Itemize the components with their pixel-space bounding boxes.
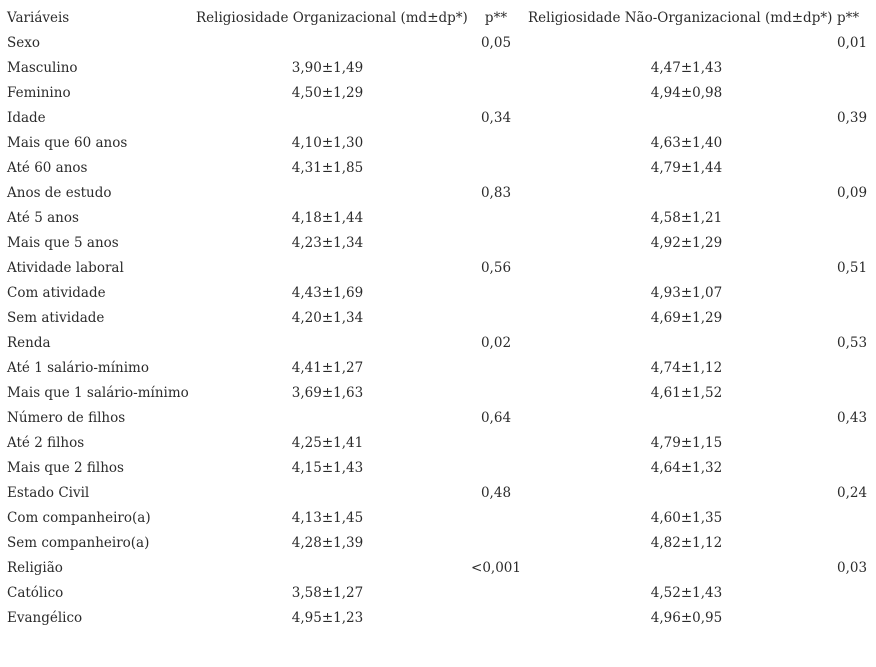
cell-organizational-value: 4,95±1,23 [291,609,364,626]
table-row [0,205,876,230]
cell-p-value-organizational: 0,34 [480,109,512,126]
cell-variable: Mais que 5 anos [7,234,119,251]
cell-p-value-non-organizational: 0,39 [837,109,868,126]
cell-p-value-non-organizational [832,55,876,80]
cell-p-value-non-organizational [832,530,876,555]
table-row [0,430,876,455]
cell-variable: Idade [7,109,46,126]
table-row [0,505,876,530]
cell-variable: Sem atividade [7,309,105,326]
cell-p-value-non-organizational: 0,51 [837,259,868,276]
cell-p-value-non-organizational [832,230,876,255]
cell-p-value-organizational: 0,48 [480,484,512,501]
cell-variable: Católico [7,584,64,601]
table-row [0,230,876,255]
cell-p-value-organizational [465,55,527,80]
cell-variable: Masculino [7,59,78,76]
cell-p-value-non-organizational: 0,53 [837,334,868,351]
cell-p-value-organizational [465,530,527,555]
cell-organizational-value [196,330,465,355]
cell-p-value-organizational [465,430,527,455]
cell-non-organizational-value: 4,93±1,07 [650,284,723,301]
cell-variable: Feminino [7,84,71,101]
cell-organizational-value: 4,13±1,45 [291,509,364,526]
cell-p-value-non-organizational [832,455,876,480]
header-non-organizational-religiosity: Religiosidade Não-Organizacional (md±dp*) [528,9,833,26]
cell-variable: Evangélico [7,609,83,626]
cell-p-value-non-organizational [832,155,876,180]
table-row [0,130,876,155]
cell-variable: Número de filhos [7,409,126,426]
cell-p-value-non-organizational [832,505,876,530]
cell-non-organizational-value: 4,58±1,21 [650,209,723,226]
cell-p-value-non-organizational [832,280,876,305]
cell-p-value-organizational [465,230,527,255]
religiosity-table [0,5,876,630]
cell-non-organizational-value [527,30,832,55]
cell-non-organizational-value [527,330,832,355]
cell-non-organizational-value: 4,61±1,52 [650,384,723,401]
table-header-row [0,5,876,30]
cell-organizational-value: 3,69±1,63 [291,384,364,401]
cell-variable: Renda [7,334,51,351]
cell-non-organizational-value [527,555,832,580]
table-row [0,105,876,130]
cell-organizational-value: 4,25±1,41 [291,434,364,451]
cell-p-value-non-organizational: 0,09 [837,184,868,201]
cell-variable: Sexo [7,34,40,51]
cell-non-organizational-value: 4,64±1,32 [650,459,723,476]
table-row [0,405,876,430]
cell-variable: Mais que 1 salário-mínimo [7,384,189,401]
table-row [0,155,876,180]
cell-p-value-non-organizational [832,80,876,105]
table-row [0,530,876,555]
table-row [0,480,876,505]
cell-variable: Anos de estudo [7,184,112,201]
cell-p-value-organizational: 0,83 [480,184,512,201]
cell-non-organizational-value [527,255,832,280]
cell-variable: Sem companheiro(a) [7,534,150,551]
table-body [0,30,876,630]
cell-p-value-non-organizational [832,605,876,630]
cell-organizational-value [196,30,465,55]
cell-organizational-value [196,555,465,580]
cell-p-value-organizational: 0,64 [480,409,512,426]
cell-p-value-non-organizational [832,580,876,605]
cell-p-value-non-organizational [832,355,876,380]
table-row [0,80,876,105]
table-row [0,305,876,330]
cell-p-value-organizational [465,305,527,330]
cell-p-value-non-organizational [832,305,876,330]
cell-p-value-organizational [465,80,527,105]
cell-variable: Religião [7,559,63,576]
cell-non-organizational-value: 4,47±1,43 [650,59,723,76]
cell-organizational-value: 4,50±1,29 [291,84,364,101]
cell-p-value-organizational [465,380,527,405]
cell-variable: Até 1 salário-mínimo [7,359,149,376]
table-row [0,55,876,80]
cell-organizational-value [196,255,465,280]
cell-variable: Mais que 60 anos [7,134,128,151]
cell-organizational-value: 4,28±1,39 [291,534,364,551]
cell-organizational-value: 4,20±1,34 [291,309,364,326]
cell-p-value-non-organizational: 0,24 [837,484,868,501]
cell-p-value-organizational [465,280,527,305]
table-row [0,30,876,55]
cell-organizational-value [196,105,465,130]
table-row [0,330,876,355]
cell-p-value-organizational: 0,05 [480,34,512,51]
cell-organizational-value: 3,90±1,49 [291,59,364,76]
cell-non-organizational-value [527,480,832,505]
cell-p-value-organizational [465,505,527,530]
cell-p-value-organizational [465,205,527,230]
cell-p-value-non-organizational: 0,03 [837,559,868,576]
cell-p-value-organizational [465,580,527,605]
cell-organizational-value: 4,43±1,69 [291,284,364,301]
table-row [0,580,876,605]
cell-p-value-organizational [465,355,527,380]
cell-organizational-value: 4,31±1,85 [291,159,364,176]
table-row [0,280,876,305]
cell-non-organizational-value: 4,74±1,12 [650,359,723,376]
cell-p-value-non-organizational: 0,01 [837,34,868,51]
cell-p-value-organizational [465,155,527,180]
cell-non-organizational-value [527,105,832,130]
cell-p-value-organizational [465,455,527,480]
cell-organizational-value: 4,23±1,34 [291,234,364,251]
cell-variable: Com atividade [7,284,106,301]
table-row [0,455,876,480]
cell-non-organizational-value: 4,79±1,44 [650,159,723,176]
cell-p-value-non-organizational [832,130,876,155]
cell-variable: Estado Civil [7,484,90,501]
header-variables: Variáveis [7,9,70,26]
cell-organizational-value [196,480,465,505]
table-row [0,255,876,280]
cell-non-organizational-value: 4,92±1,29 [650,234,723,251]
cell-non-organizational-value [527,180,832,205]
cell-p-value-organizational: 0,56 [480,259,512,276]
cell-variable: Mais que 2 filhos [7,459,124,476]
table-row [0,380,876,405]
cell-p-value-non-organizational [832,380,876,405]
cell-organizational-value: 4,41±1,27 [291,359,364,376]
cell-non-organizational-value: 4,82±1,12 [650,534,723,551]
cell-organizational-value [196,180,465,205]
cell-p-value-non-organizational [832,205,876,230]
cell-non-organizational-value: 4,96±0,95 [650,609,723,626]
header-organizational-religiosity: Religiosidade Organizacional (md±dp*) [196,9,468,26]
cell-variable: Atividade laboral [7,259,124,276]
cell-organizational-value: 4,18±1,44 [291,209,364,226]
cell-organizational-value: 3,58±1,27 [291,584,364,601]
cell-non-organizational-value: 4,94±0,98 [650,84,723,101]
cell-non-organizational-value: 4,79±1,15 [650,434,723,451]
header-p-value-non-organizational: p** [837,9,860,26]
cell-organizational-value: 4,10±1,30 [291,134,364,151]
cell-variable: Até 2 filhos [7,434,85,451]
cell-non-organizational-value: 4,63±1,40 [650,134,723,151]
cell-p-value-organizational [465,130,527,155]
cell-p-value-organizational [465,605,527,630]
cell-non-organizational-value [527,405,832,430]
header-p-value-organizational: p** [484,9,508,26]
cell-variable: Com companheiro(a) [7,509,151,526]
cell-organizational-value [196,405,465,430]
table-row [0,180,876,205]
cell-organizational-value: 4,15±1,43 [291,459,364,476]
cell-p-value-non-organizational [832,430,876,455]
cell-variable: Até 60 anos [7,159,88,176]
cell-p-value-organizational: 0,02 [480,334,512,351]
table-row [0,555,876,580]
table-row [0,355,876,380]
table-row [0,605,876,630]
cell-variable: Até 5 anos [7,209,79,226]
cell-p-value-organizational: <0,001 [471,559,521,576]
cell-non-organizational-value: 4,60±1,35 [650,509,723,526]
cell-p-value-non-organizational: 0,43 [837,409,868,426]
cell-non-organizational-value: 4,52±1,43 [650,584,723,601]
cell-non-organizational-value: 4,69±1,29 [650,309,723,326]
